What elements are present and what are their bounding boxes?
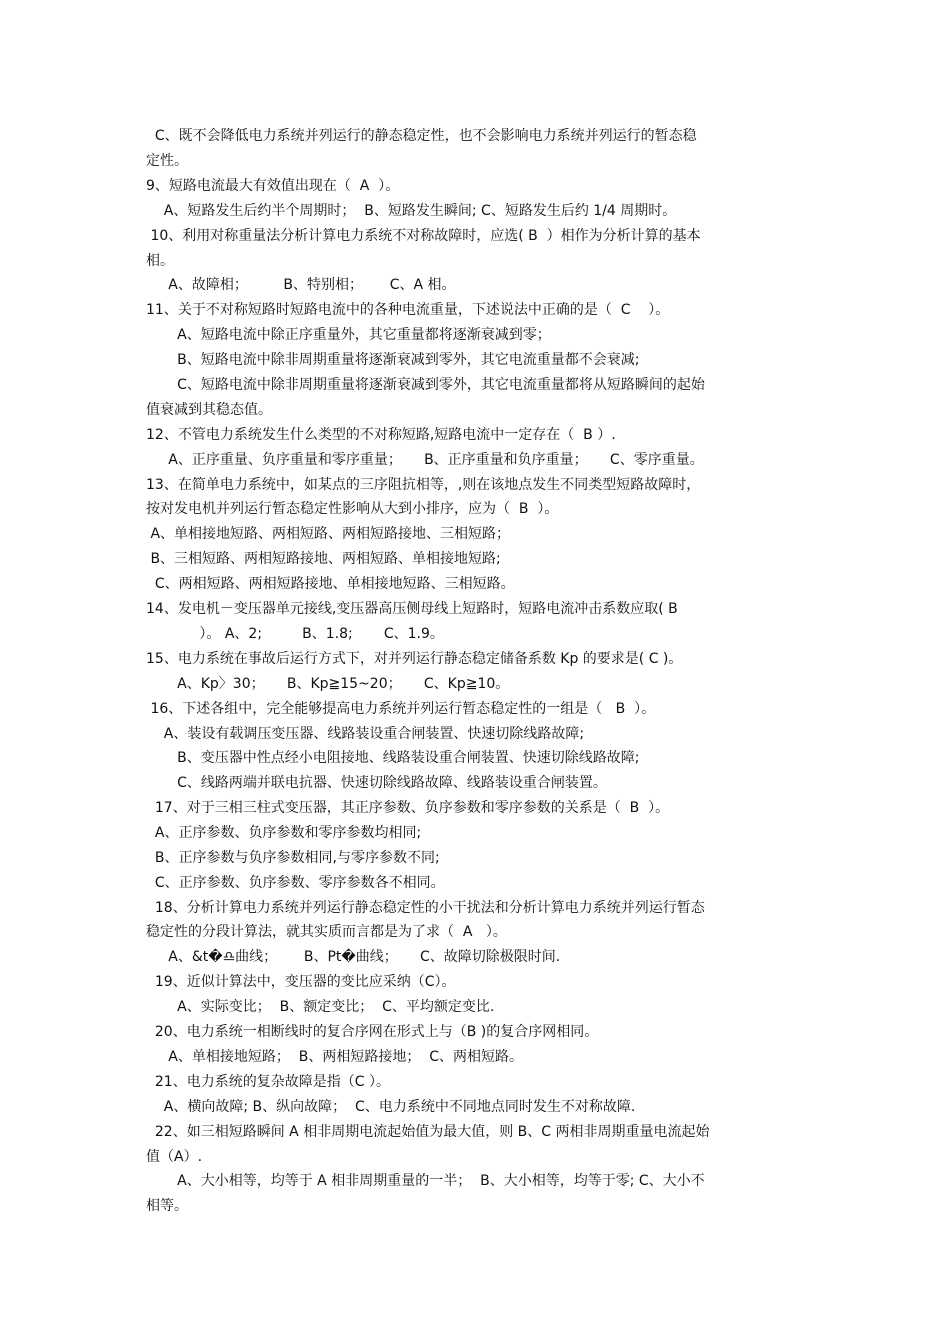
text-line: 20、电力系统一相断线时的复合序网在形式上与（B )的复合序网相同。 bbox=[146, 1024, 599, 1040]
text-line: 值（A）. bbox=[146, 1149, 203, 1165]
text-line: A、横向故障; B、纵向故障； C、电力系统中不同地点同时发生不对称故障. bbox=[146, 1099, 636, 1115]
text-line: A、正序参数、负序参数和零序参数均相同; bbox=[146, 825, 422, 841]
text-line: 值衰减到其稳态值。 bbox=[146, 402, 272, 418]
text-line: B、变压器中性点经小电阻接地、线路装设重合闸装置、快速切除线路故障; bbox=[146, 750, 640, 766]
text-line: C、既不会降低电力系统并列运行的静态稳定性，也不会影响电力系统并列运行的暂态稳 bbox=[146, 128, 697, 144]
text-line: 9、短路电流最大有效值出现在（ A ）。 bbox=[146, 178, 400, 194]
text-line: C、线路两端并联电抗器、快速切除线路故障、线路装设重合闸装置。 bbox=[146, 775, 607, 791]
text-line: A、单相接地短路、两相短路、两相短路接地、三相短路； bbox=[146, 526, 511, 542]
text-line: A、装设有载调压变压器、线路装设重合闸装置、快速切除线路故障; bbox=[146, 726, 585, 742]
text-line: ）。 A、2; B、1.8; C、1.9。 bbox=[146, 626, 444, 642]
text-line: A、短路发生后约半个周期时； B、短路发生瞬间; C、短路发生后约 1/4 周期时。 bbox=[146, 203, 677, 219]
text-line: 相。 bbox=[146, 253, 174, 269]
text-line: A、单相接地短路； B、两相短路接地； C、两相短路。 bbox=[146, 1049, 524, 1065]
text-line: 19、近似计算法中，变压器的变比应采纳（C）。 bbox=[146, 974, 456, 990]
text-line: 稳定性的分段计算法，就其实质而言都是为了求（ A ）。 bbox=[146, 924, 507, 940]
text-line: 12、不管电力系统发生什么类型的不对称短路,短路电流中一定存在（ B ）. bbox=[146, 427, 616, 443]
text-line: 17、对于三相三柱式变压器，其正序参数、负序参数和零序参数的关系是（ B ）。 bbox=[146, 800, 670, 816]
text-line: A、短路电流中除正序重量外，其它重量都将逐渐衰减到零； bbox=[146, 327, 551, 343]
text-line: 16、下述各组中，完全能够提高电力系统并列运行暂态稳定性的一组是（ B ）。 bbox=[146, 701, 656, 717]
text-line: B、三相短路、两相短路接地、两相短路、单相接地短路; bbox=[146, 551, 501, 567]
text-line: A、Kp〉30； B、Kp≧15~20； C、Kp≧10。 bbox=[146, 676, 510, 692]
text-line: A、&t�♎曲线； B、Pt�曲线； C、故障切除极限时间. bbox=[146, 949, 561, 965]
text-line: 13、在简单电力系统中，如某点的三序阻抗相等，,则在该地点发生不同类型短路故障时， bbox=[146, 477, 701, 493]
text-line: C、两相短路、两相短路接地、单相接地短路、三相短路。 bbox=[146, 576, 515, 592]
text-line: 22、如三相短路瞬间 A 相非周期电流起始值为最大值，则 B、C 两相非周期重量电流起始 bbox=[146, 1124, 710, 1140]
text-line: 10、利用对称重量法分析计算电力系统不对称故障时，应选( B ）相作为分析计算的基本 bbox=[146, 228, 701, 244]
text-line: C、正序参数、负序参数、零序参数各不相同。 bbox=[146, 875, 445, 891]
text-line: 21、电力系统的复杂故障是指（C ）。 bbox=[146, 1074, 390, 1090]
text-line: 按对发电机并列运行暂态稳定性影响从大到小排序，应为（ B ）。 bbox=[146, 501, 559, 517]
text-line: 相等。 bbox=[146, 1198, 188, 1214]
text-line: B、短路电流中除非周期重量将逐渐衰减到零外，其它电流重量都不会衰减; bbox=[146, 352, 640, 368]
text-line: 18、分析计算电力系统并列运行静态稳定性的小干扰法和分析计算电力系统并列运行暂态 bbox=[146, 900, 705, 916]
text-line: A、正序重量、负序重量和零序重量； B、正序重量和负序重量； C、零序重量。 bbox=[146, 452, 704, 468]
text-line: C、短路电流中除非周期重量将逐渐衰减到零外，其它电流重量都将从短路瞬间的起始 bbox=[146, 377, 705, 393]
text-line: A、故障相； B、特别相； C、A 相。 bbox=[146, 277, 456, 293]
text-line: A、大小相等，均等于 A 相非周期重量的一半； B、大小相等，均等于零; C、大小不 bbox=[146, 1173, 705, 1189]
text-line: B、正序参数与负序参数相同,与零序参数不同; bbox=[146, 850, 440, 866]
text-line: 11、关于不对称短路时短路电流中的各种电流重量，下述说法中正确的是（ C ）。 bbox=[146, 302, 670, 318]
text-line: A、实际变比； B、额定变比； C、平均额定变比. bbox=[146, 999, 495, 1015]
text-line: 定性。 bbox=[146, 153, 188, 169]
text-line: 14、发电机－变压器单元接线,变压器高压侧母线上短路时，短路电流冲击系数应取( B bbox=[146, 601, 678, 617]
text-line: 15、电力系统在事故后运行方式下，对并列运行静态稳定储备系数 Kp 的要求是( C )。 bbox=[146, 651, 683, 667]
